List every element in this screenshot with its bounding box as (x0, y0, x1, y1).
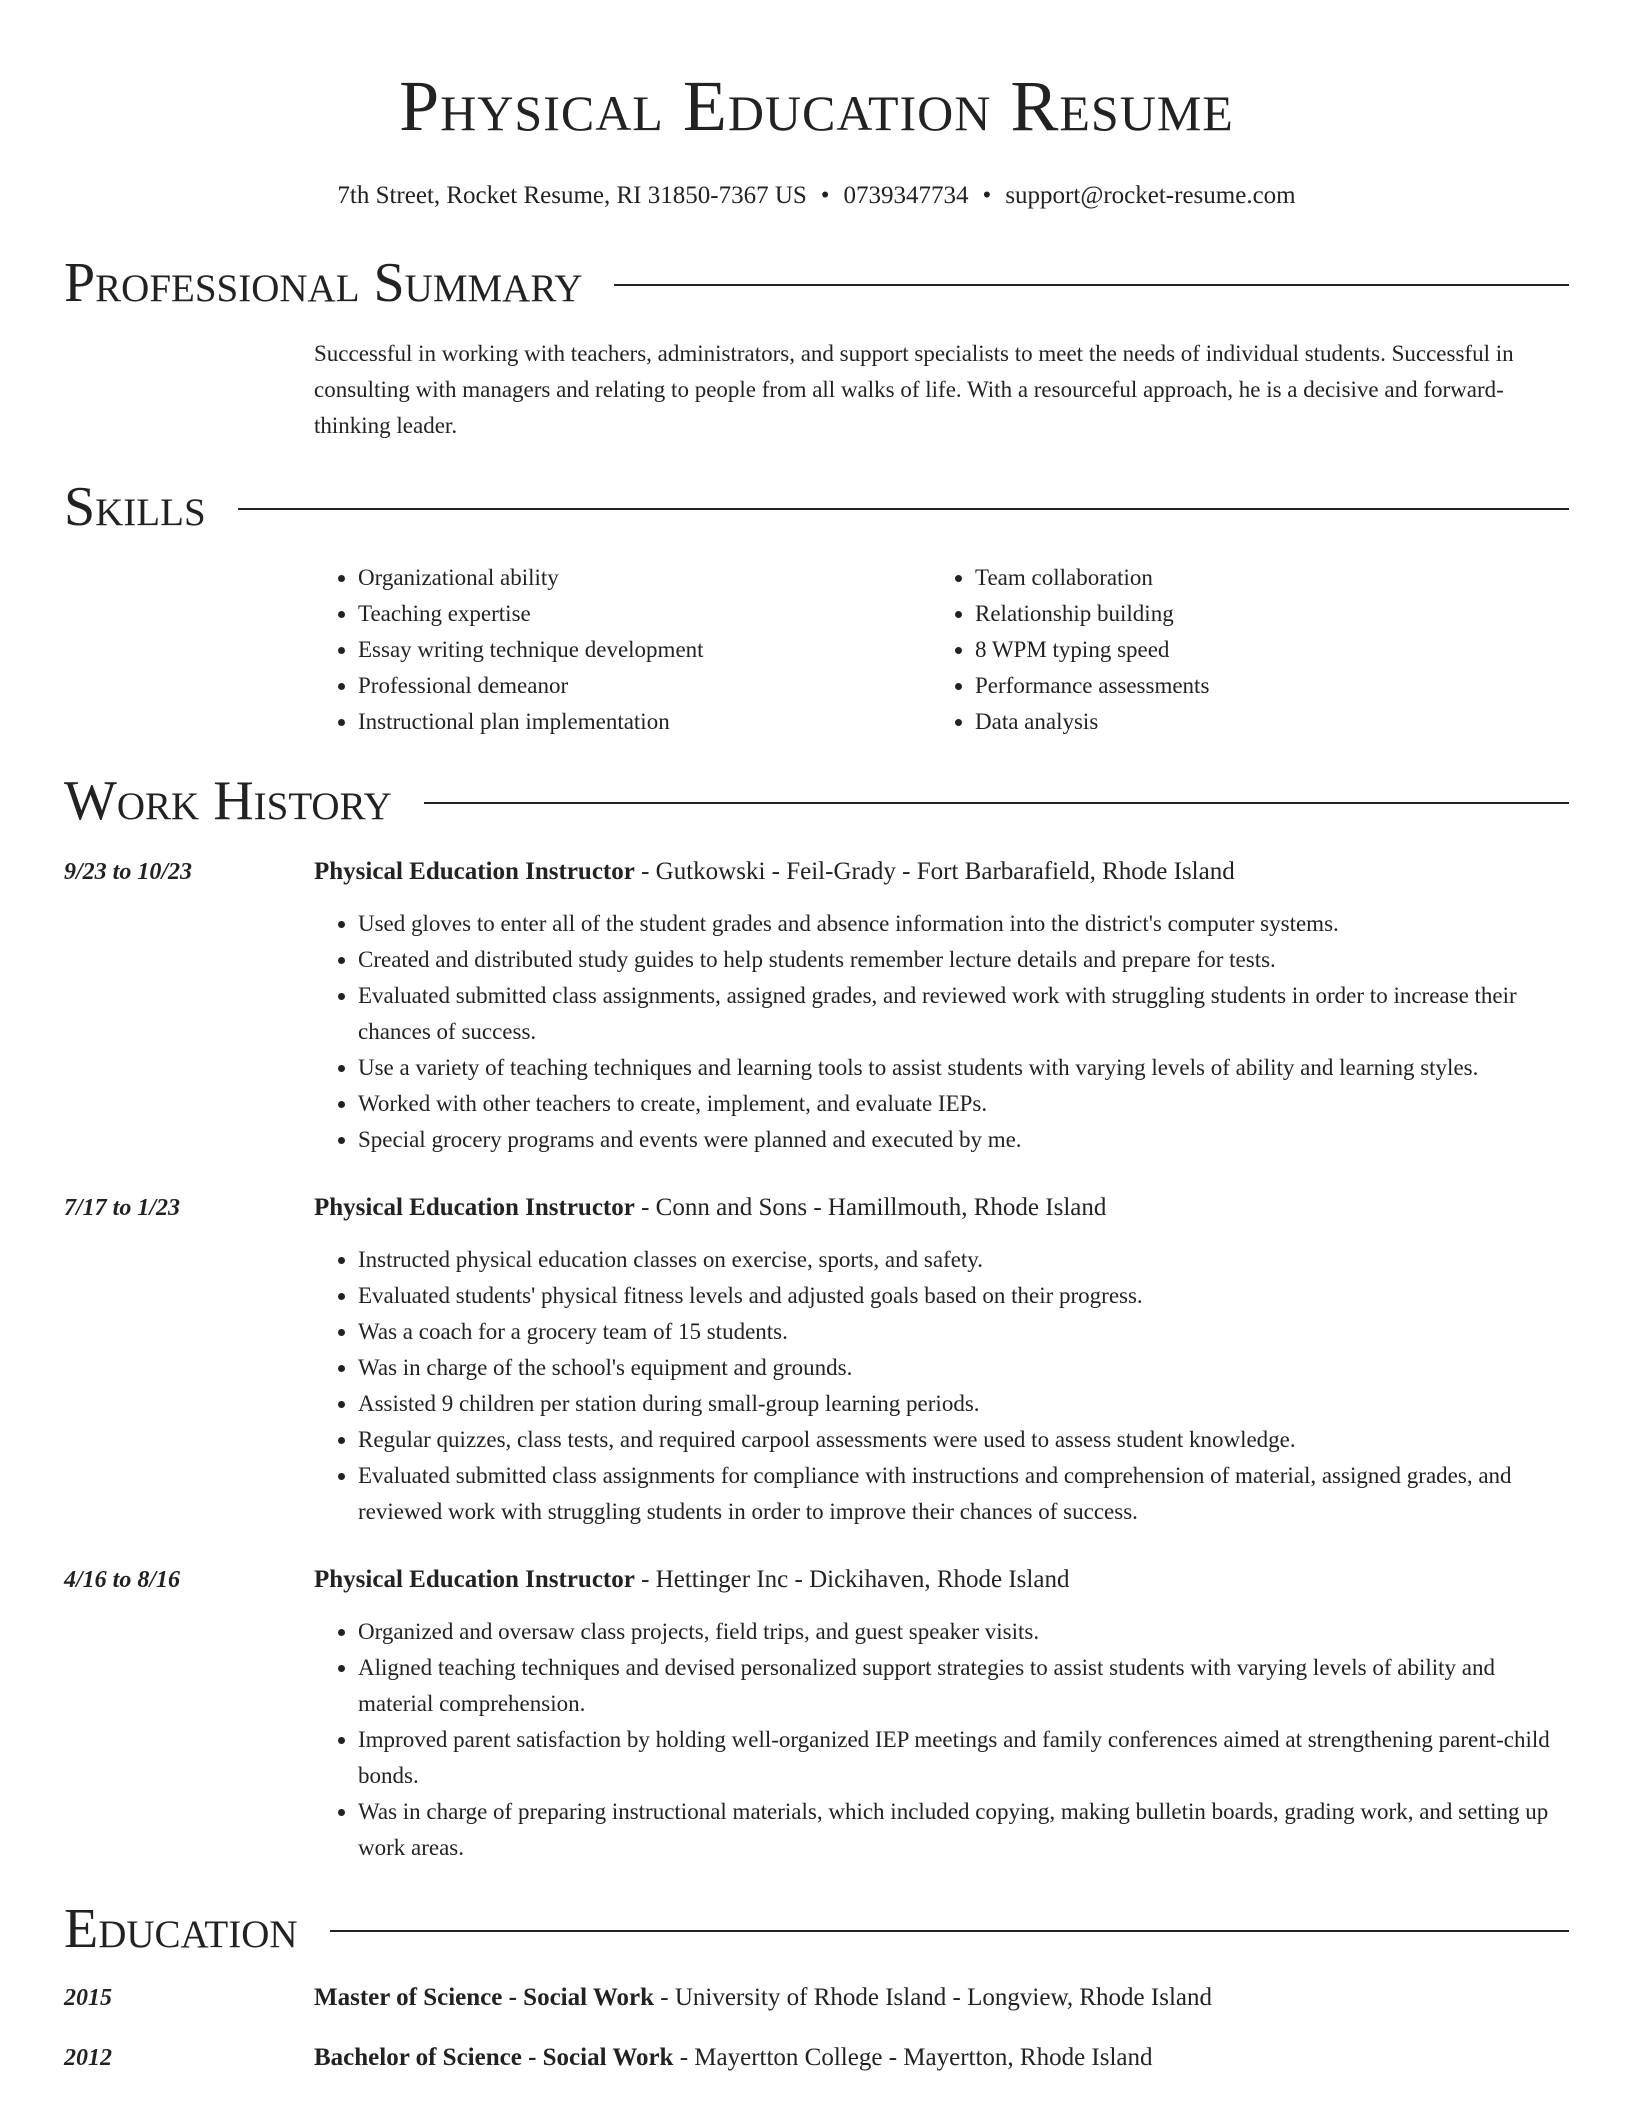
job-title: Physical Education Instructor (314, 1566, 635, 1593)
skills-list (314, 560, 1569, 740)
job-bullet: • Regular quizzes, class tests, and required carpool assessments were used to assess student knowledge. (358, 1422, 1569, 1458)
job-entry (64, 854, 1569, 1158)
job-dates: 9/23 to 10/23 (64, 859, 193, 885)
skills-heading: Skills (64, 476, 206, 538)
resume-page (64, 0, 1569, 2076)
job-bullet: • Created and distributed study guides to help students remember lecture details and prepare for tests. (358, 942, 1569, 978)
job-bullet: • Improved parent satisfaction by holding well-organized IEP meetings and family conferences aimed at strengthening parent-child bonds. (358, 1722, 1569, 1794)
job-bullet: • Was in charge of preparing instructional materials, which included copying, making bulletin boards, grading work, and setting up work areas. (358, 1794, 1569, 1866)
skills-column-left (314, 560, 931, 740)
education-school: - University of Rhode Island - Longview, Rhode Island (654, 1984, 1212, 2011)
job-bullet: • Evaluated submitted class assignments for compliance with instructions and comprehension of material, assigned grades, and reviewed work with struggling students in order to improve their chances of success. (358, 1458, 1569, 1530)
job-title-line (314, 1562, 1569, 1598)
contact-line (64, 180, 1569, 212)
job-bullet: • Special grocery programs and events were planned and executed by me. (358, 1122, 1569, 1158)
skill-item: • 8 WPM typing speed (975, 632, 1548, 668)
job-title-line (314, 854, 1569, 890)
summary-section-header (64, 248, 1569, 318)
job-bullet: • Was in charge of the school's equipment and grounds. (358, 1350, 1569, 1386)
skills-column-right (931, 560, 1548, 740)
skill-item: • Relationship building (975, 596, 1548, 632)
education-entry (64, 1980, 1569, 2016)
education-year: 2015 (64, 1985, 112, 2011)
education-degree: Bachelor of Science - Social Work (314, 2044, 674, 2071)
job-bullet: • Organized and oversaw class projects, field trips, and guest speaker visits. (358, 1614, 1569, 1650)
section-divider (330, 1930, 1569, 1932)
job-bullet: • Instructed physical education classes on exercise, sports, and safety. (358, 1242, 1569, 1278)
email: support@rocket-resume.com (1005, 182, 1296, 209)
skills-section-header (64, 472, 1569, 542)
job-bullet: • Aligned teaching techniques and devised personalized support strategies to assist students with varying levels of ability and material comprehension. (358, 1650, 1569, 1722)
address: 7th Street, Rocket Resume, RI 31850-7367 US (337, 182, 807, 209)
phone: 0739347734 (843, 182, 969, 209)
job-employer: - Hettinger Inc - Dickihaven, Rhode Island (634, 1566, 1070, 1593)
work-section-header (64, 766, 1569, 836)
job-bullet: • Evaluated submitted class assignments, assigned grades, and reviewed work with struggling students in order to increase their chances of success. (358, 978, 1569, 1050)
education-section-header (64, 1894, 1569, 1964)
resume-title: Physical Education Resume (399, 66, 1234, 146)
skill-item: • Teaching expertise (358, 596, 931, 632)
work-heading: Work History (64, 770, 392, 832)
job-bullets (314, 1614, 1569, 1866)
job-dates: 4/16 to 8/16 (64, 1567, 181, 1593)
job-title: Physical Education Instructor (314, 1194, 635, 1221)
job-employer: - Gutkowski - Feil-Grady - Fort Barbarafield, Rhode Island (634, 858, 1235, 885)
job-employer: - Conn and Sons - Hamillmouth, Rhode Island (634, 1194, 1107, 1221)
education-year: 2012 (64, 2045, 112, 2071)
skill-item: • Instructional plan implementation (358, 704, 931, 740)
skill-item: • Team collaboration (975, 560, 1548, 596)
job-bullet: • Worked with other teachers to create, implement, and evaluate IEPs. (358, 1086, 1569, 1122)
skill-item: • Organizational ability (358, 560, 931, 596)
skill-item: • Performance assessments (975, 668, 1548, 704)
job-title: Physical Education Instructor (314, 858, 635, 885)
job-bullets (314, 1242, 1569, 1530)
job-entry (64, 1562, 1569, 1866)
education-heading: Education (64, 1898, 298, 1960)
education-title-line (314, 2040, 1153, 2076)
job-entry (64, 1190, 1569, 1530)
education-title-line (314, 1980, 1212, 2016)
job-bullet: • Was a coach for a grocery team of 15 students. (358, 1314, 1569, 1350)
education-entry (64, 2040, 1569, 2076)
education-degree: Master of Science - Social Work (314, 1984, 654, 2011)
education-school: - Mayertton College - Mayertton, Rhode Island (673, 2044, 1153, 2071)
separator: • (820, 182, 830, 209)
summary-heading: Professional Summary (64, 252, 583, 314)
summary-text: Successful in working with teachers, administrators, and support specialists to meet the needs of individual students. Successful in consulting with managers and relating to people from all walks of life. With a resourceful approach, he is a decisive and forward-thinking leader. (314, 341, 1514, 438)
job-dates: 7/17 to 1/23 (64, 1195, 181, 1221)
job-bullet: • Evaluated students' physical fitness levels and adjusted goals based on their progress. (358, 1278, 1569, 1314)
separator: • (982, 182, 992, 209)
skill-item: • Essay writing technique development (358, 632, 931, 668)
section-divider (238, 508, 1569, 510)
job-bullet: • Assisted 9 children per station during small-group learning periods. (358, 1386, 1569, 1422)
job-title-line (314, 1190, 1569, 1226)
job-bullet: • Used gloves to enter all of the student grades and absence information into the district's computer systems. (358, 906, 1569, 942)
skill-item: • Professional demeanor (358, 668, 931, 704)
section-divider (424, 802, 1569, 804)
skill-item: • Data analysis (975, 704, 1548, 740)
section-divider (614, 284, 1569, 286)
job-bullet: • Use a variety of teaching techniques and learning tools to assist students with varying levels of ability and learning styles. (358, 1050, 1569, 1086)
job-bullets (314, 906, 1569, 1158)
